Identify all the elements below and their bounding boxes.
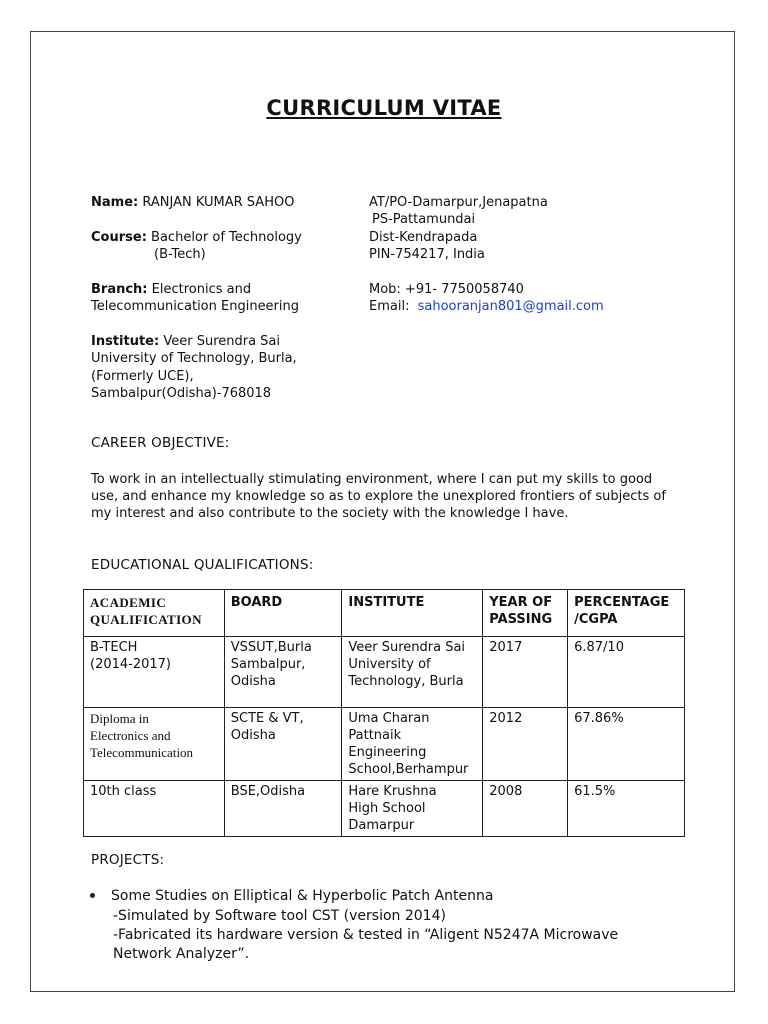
cell-line: Pattnaik xyxy=(348,728,402,743)
table-row xyxy=(84,637,685,708)
header-board xyxy=(224,590,342,637)
cell-line: Sambalpur, xyxy=(230,657,306,672)
email-label: Email: xyxy=(369,299,410,314)
header-percentage xyxy=(568,590,685,637)
institute-line xyxy=(91,333,280,350)
course-line xyxy=(91,229,302,246)
cell-qualification xyxy=(84,708,225,781)
header-line: PASSING xyxy=(489,612,553,627)
cell-line: Veer Surendra Sai xyxy=(348,640,466,655)
address-line-1: AT/PO-Damarpur,Jenapatna xyxy=(369,195,548,210)
cell-score: 61.5% xyxy=(568,781,685,837)
cell-line: B-TECH xyxy=(90,640,138,655)
branch-value: Electronics and xyxy=(151,282,252,297)
cell-year: 2017 xyxy=(483,637,568,708)
education-heading-text: EDUCATIONAL QUALIFICATIONS xyxy=(91,557,309,573)
cell-score: 67.86% xyxy=(568,708,685,781)
education-heading xyxy=(91,557,314,573)
header-line: QUALIFICATION xyxy=(90,612,202,627)
table-row xyxy=(84,781,685,837)
cell-line: Damarpur xyxy=(348,818,415,833)
cell-line: (2014-2017) xyxy=(90,657,172,672)
cell-qualification xyxy=(84,781,225,837)
header-line: ACADEMIC xyxy=(90,595,167,610)
education-table xyxy=(83,589,685,837)
header-line: /CGPA xyxy=(574,612,618,627)
bullet-icon xyxy=(90,893,95,898)
header-year-of-passing xyxy=(483,590,568,637)
projects-heading: PROJECTS: xyxy=(91,852,165,868)
address-line-4: PIN-754217, India xyxy=(369,247,485,262)
header-institute xyxy=(342,590,483,637)
institute-line-1: Veer Surendra Sai xyxy=(163,334,281,349)
course-label: Course: xyxy=(91,230,147,245)
cell-institute xyxy=(342,781,483,837)
institute-line-4: Sambalpur(Odisha)-768018 xyxy=(91,386,272,401)
name-line xyxy=(91,194,294,211)
institute-label: Institute: xyxy=(91,334,160,349)
cell-line: School,Berhampur xyxy=(348,762,469,777)
branch-line xyxy=(91,281,251,298)
email-line xyxy=(369,298,604,315)
cell-line: Odisha xyxy=(230,728,276,743)
header-line: YEAR OF xyxy=(489,595,553,610)
header-line: BOARD xyxy=(230,595,283,610)
career-objective-heading: CAREER OBJECTIVE: xyxy=(91,435,230,451)
cell-line: VSSUT,Burla xyxy=(230,640,312,655)
table-row xyxy=(84,708,685,781)
name-value: RANJAN KUMAR SAHOO xyxy=(142,195,295,210)
branch-value-2: Telecommunication Engineering xyxy=(91,299,300,314)
cell-board xyxy=(224,708,342,781)
mobile-number: Mob: +91- 7750058740 xyxy=(369,282,524,297)
header-line: INSTITUTE xyxy=(348,595,425,610)
institute-line-3: (Formerly UCE), xyxy=(91,369,194,384)
header-line: PERCENTAGE xyxy=(574,595,670,610)
cell-line: Electronics and xyxy=(90,728,171,743)
address-line-3: Dist-Kendrapada xyxy=(369,230,478,245)
career-objective-text: To work in an intellectually stimulating environment, where I can put my skills to good use, and enhance my knowledge so as to explore the unexplored frontiers of subjects of my interest and also contribute to the society with the knowledge I have. xyxy=(91,472,666,521)
cell-institute xyxy=(342,637,483,708)
cell-line: Technology, Burla xyxy=(348,674,464,689)
project-title: Some Studies on Elliptical & Hyperbolic Patch Antenna xyxy=(111,888,494,904)
course-value-2: (B-Tech) xyxy=(154,247,206,262)
cell-board xyxy=(224,781,342,837)
cell-score: 6.87/10 xyxy=(568,637,685,708)
cell-line: Diploma in xyxy=(90,711,149,726)
cell-year: 2008 xyxy=(483,781,568,837)
cell-line: BSE,Odisha xyxy=(230,784,306,799)
name-label: Name: xyxy=(91,195,139,210)
cell-board xyxy=(224,637,342,708)
cell-line: Uma Charan xyxy=(348,711,430,726)
cell-line: SCTE & VT, xyxy=(230,711,304,726)
email-link[interactable]: sahooranjan801@gmail.com xyxy=(417,299,604,314)
document-title: CURRICULUM VITAE xyxy=(266,96,502,120)
cell-qualification xyxy=(84,637,225,708)
cell-line: University of xyxy=(348,657,431,672)
cell-year: 2012 xyxy=(483,708,568,781)
cell-institute xyxy=(342,708,483,781)
cell-line: Engineering xyxy=(348,745,427,760)
project-detail-1: -Simulated by Software tool CST (version 2014) xyxy=(113,908,446,924)
table-header-row xyxy=(84,590,685,637)
branch-label: Branch: xyxy=(91,282,148,297)
cell-line: Telecommunication xyxy=(90,745,194,760)
project-detail-3: Network Analyzer”. xyxy=(113,946,250,962)
course-value: Bachelor of Technology xyxy=(151,230,302,245)
project-detail-2: -Fabricated its hardware version & tested in “Aligent N5247A Microwave xyxy=(113,927,619,943)
cell-line: 10th class xyxy=(90,784,157,799)
education-heading-colon: : xyxy=(308,557,314,573)
address-line-2: PS-Pattamundai xyxy=(372,212,476,227)
cell-line: Odisha xyxy=(230,674,276,689)
cell-line: High School xyxy=(348,801,426,816)
header-academic-qualification xyxy=(84,590,225,637)
cell-line: Hare Krushna xyxy=(348,784,437,799)
institute-line-2: University of Technology, Burla, xyxy=(91,351,297,366)
